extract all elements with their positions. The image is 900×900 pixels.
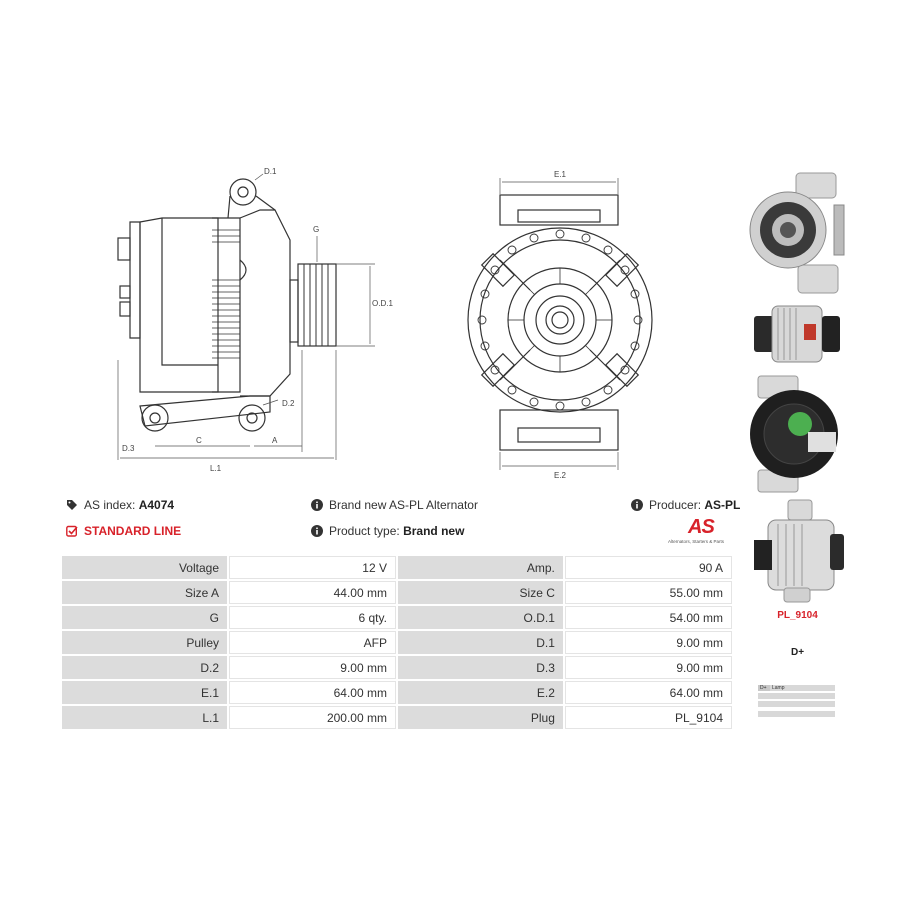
spec-value: AFP <box>229 631 396 654</box>
product-type <box>311 524 464 538</box>
standard-line <box>66 524 181 538</box>
spec-value: 9.00 mm <box>565 656 732 679</box>
spec-label: L.1 <box>62 706 227 729</box>
spec-label: D.2 <box>62 656 227 679</box>
product-type-value: Brand new <box>403 524 465 538</box>
logo-mark: AS <box>688 516 714 538</box>
spec-label: Size A <box>62 581 227 604</box>
side-view-drawing <box>100 160 400 480</box>
plug-terminal: D+ <box>790 647 805 658</box>
pin-row <box>758 701 835 707</box>
product-type-label: Product type: <box>329 524 400 538</box>
as-index-value: A4074 <box>138 498 175 512</box>
pin-row <box>758 711 835 717</box>
g-label: G <box>313 225 320 234</box>
d2-label: D.2 <box>282 399 295 408</box>
pin-row <box>758 685 835 691</box>
spec-value: 64.00 mm <box>229 681 396 704</box>
standard-line-label: STANDARD LINE <box>84 524 182 538</box>
spec-row <box>62 581 732 604</box>
info-icon <box>631 499 643 511</box>
spec-value: 6 qty. <box>229 606 396 629</box>
c-label: C <box>196 436 202 445</box>
spec-value: 9.00 mm <box>229 656 396 679</box>
pin-row <box>758 693 835 699</box>
product-photo-rear[interactable] <box>748 372 848 494</box>
spec-value: 12 V <box>229 556 396 579</box>
spec-row <box>62 681 732 704</box>
product-photo-front[interactable] <box>748 165 848 295</box>
spec-row <box>62 631 732 654</box>
tags-icon <box>66 499 78 511</box>
spec-label: D.3 <box>398 656 563 679</box>
spec-value: 9.00 mm <box>565 631 732 654</box>
spec-row <box>62 706 732 729</box>
spec-value: 55.00 mm <box>565 581 732 604</box>
spec-label: Voltage <box>62 556 227 579</box>
spec-label: E.1 <box>62 681 227 704</box>
e2-label: E.2 <box>554 471 567 480</box>
spec-label: G <box>62 606 227 629</box>
l1-label: L.1 <box>210 464 222 473</box>
d1-label: D.1 <box>264 167 277 176</box>
e1-label: E.1 <box>554 170 567 179</box>
spec-label: Amp. <box>398 556 563 579</box>
front-view-drawing <box>460 160 670 480</box>
logo-tagline: Alternators, Starters & Parts <box>668 539 725 544</box>
spec-label: D.1 <box>398 631 563 654</box>
brand-line <box>311 498 478 512</box>
spec-value: 54.00 mm <box>565 606 732 629</box>
a-label: A <box>272 436 278 445</box>
as-pl-logo <box>668 516 738 546</box>
info-icon <box>311 525 323 537</box>
spec-label: Plug <box>398 706 563 729</box>
d3-label: D.3 <box>122 444 135 453</box>
plug-code[interactable]: PL_9104 <box>777 610 818 621</box>
spec-row <box>62 656 732 679</box>
specs-table <box>60 554 734 731</box>
spec-label: Size C <box>398 581 563 604</box>
product-photo-side[interactable] <box>748 298 848 370</box>
spec-value: PL_9104 <box>565 706 732 729</box>
info-icon <box>311 499 323 511</box>
spec-value: 90 A <box>565 556 732 579</box>
spec-label: O.D.1 <box>398 606 563 629</box>
spec-label: E.2 <box>398 681 563 704</box>
producer <box>631 498 740 512</box>
spec-row <box>62 556 732 579</box>
spec-value: 44.00 mm <box>229 581 396 604</box>
spec-value: 200.00 mm <box>229 706 396 729</box>
od1-label: O.D.1 <box>372 299 393 308</box>
brand-text: Brand new AS-PL Alternator <box>329 498 478 512</box>
spec-value: 64.00 mm <box>565 681 732 704</box>
product-photo-angle[interactable] <box>748 496 848 606</box>
pin-desc: Lamp <box>772 685 785 691</box>
checkbox-checked-icon <box>66 525 78 537</box>
spec-row <box>62 606 732 629</box>
producer-label: Producer: <box>649 498 702 512</box>
spec-label: Pulley <box>62 631 227 654</box>
pin-key: D+ <box>758 685 770 691</box>
producer-value: AS-PL <box>704 498 741 512</box>
as-index <box>66 498 174 512</box>
as-index-label: AS index: <box>84 498 136 512</box>
